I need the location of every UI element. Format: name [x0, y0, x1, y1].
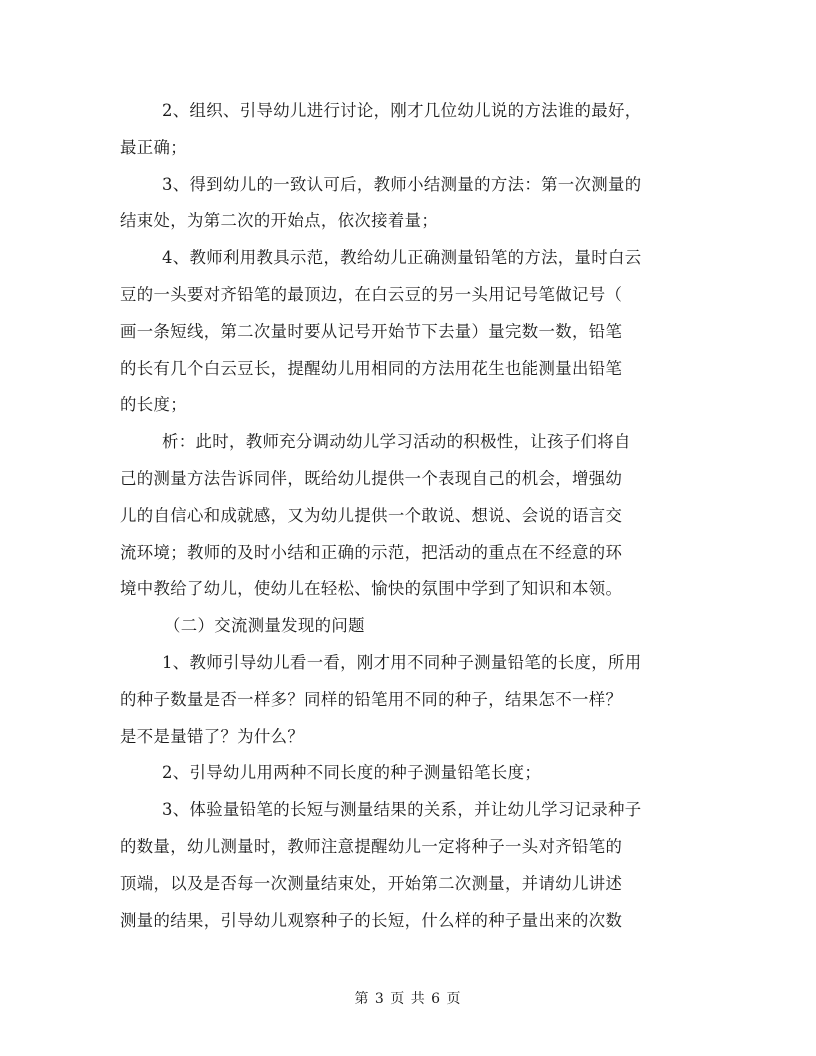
paragraph: [120, 645, 698, 755]
document-body: [120, 93, 698, 939]
paragraph: [120, 792, 698, 939]
text-line: 结束处，为第二次的开始点，依次接着量；: [120, 211, 439, 231]
text-line: 1、教师引导幼儿看一看，刚才用不同种子测量铅笔的长度，所用: [162, 652, 642, 672]
text-line: 儿的自信心和成就感，又为幼儿提供一个敢说、想说、会说的语言交: [120, 505, 623, 525]
paragraph: [120, 93, 698, 167]
text-line: 2、组织、引导幼儿进行讨论，刚才几位幼儿说的方法谁的最好，: [162, 101, 642, 120]
text-line: 2、引导幼儿用两种不同长度的种子测量铅笔长度；: [162, 763, 542, 783]
text-line: 3、体验量铅笔的长短与测量结果的关系，并让幼儿学习记录种子: [162, 800, 642, 820]
text-line: 境中教给了幼儿，使幼儿在轻松、愉快的氛围中学到了知识和本领。: [120, 579, 623, 599]
text-line: 的长度；: [120, 395, 187, 415]
paragraph: [120, 424, 698, 608]
text-line: 豆的一头要对齐铅笔的最顶边，在白云豆的另一头用记号笔做记号（: [120, 284, 623, 304]
paragraph: [120, 167, 698, 241]
text-line: 是不是量错了？为什么？: [120, 726, 305, 746]
text-line: 画一条短线，第二次量时要从记号开始节下去量）量完数一数，铅笔: [120, 321, 623, 341]
page-footer: 第 3 页 共 6 页: [354, 991, 462, 1007]
text-line: 的长有几个白云豆长，提醒幼儿用相同的方法用花生也能测量出铅笔: [120, 358, 623, 378]
text-line: 的种子数量是否一样多？同样的铅笔用不同的种子，结果怎不一样？: [120, 689, 623, 709]
paragraph: [120, 240, 698, 424]
text-line: 析：此时，教师充分调动幼儿学习活动的积极性，让孩子们将自: [162, 432, 631, 452]
section-heading: [120, 608, 698, 645]
text-line: 最正确；: [120, 137, 187, 157]
text-line: 4、教师利用教具示范，教给幼儿正确测量铅笔的方法，量时白云: [162, 248, 642, 268]
text-line: 的数量，幼儿测量时，教师注意提醒幼儿一定将种子一头对齐铅笔的: [120, 836, 623, 856]
text-line: 流环境；教师的及时小结和正确的示范，把活动的重点在不经意的环: [120, 542, 623, 562]
text-line: 己的测量方法告诉同伴，既给幼儿提供一个表现自己的机会，增强幼: [120, 468, 623, 488]
text-line: 测量的结果，引导幼儿观察种子的长短，什么样的种子量出来的次数: [120, 910, 623, 930]
text-line: 3、得到幼儿的一致认可后，教师小结测量的方法：第一次测量的: [162, 174, 642, 194]
text-line: 顶端，以及是否每一次测量结束处，开始第二次测量，并请幼儿讲述: [120, 873, 623, 893]
text-line: （二）交流测量发现的问题: [164, 616, 365, 636]
paragraph: [120, 755, 698, 792]
